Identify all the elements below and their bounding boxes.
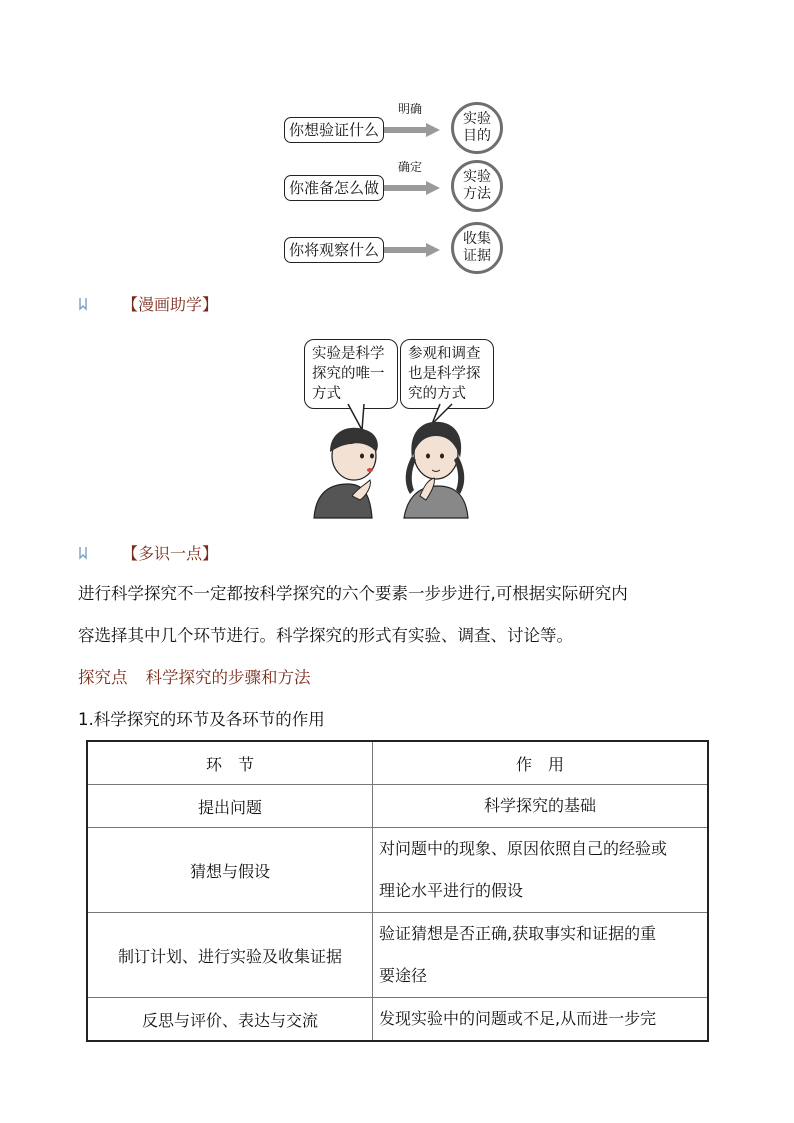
- boy-speech-bubble: [304, 339, 398, 409]
- bookmark-bullet-icon: [78, 546, 88, 560]
- flow-row: [284, 104, 514, 160]
- inquiry-label: 探究点: [78, 668, 128, 687]
- right-arrow-icon: [384, 181, 440, 195]
- flow-goal-line: 目的: [463, 128, 491, 144]
- table-cell-step: 制订计划、进行实验及收集证据: [87, 913, 373, 998]
- bubble-line: 究的方式: [408, 386, 466, 402]
- inquiry-topic: 科学探究的步骤和方法: [145, 668, 311, 687]
- boy-figure: [314, 428, 378, 518]
- table-row: [87, 913, 708, 998]
- flow-goal-line: 实验: [463, 169, 491, 185]
- flow-question-box: 你想验证什么: [284, 117, 384, 143]
- table-cell-role: [373, 828, 709, 913]
- table-cell-role: [373, 913, 709, 998]
- cartoon-section-heading: [78, 292, 218, 315]
- extra-paragraph: [78, 573, 718, 657]
- table-header-step: 环 节: [87, 741, 373, 785]
- table-row: [87, 998, 708, 1042]
- right-arrow-icon: [384, 243, 440, 257]
- boy-bubble-tail: [348, 404, 364, 430]
- girl-bubble-tail: [432, 404, 452, 424]
- flow-arrow-label: 确定: [398, 160, 423, 174]
- girl-speech-bubble: [400, 339, 494, 409]
- bubble-line: 方式: [312, 386, 341, 402]
- flow-goal-circle: [451, 160, 503, 212]
- flow-goal-line: 收集: [463, 231, 491, 247]
- table-cell-step: 反思与评价、表达与交流: [87, 998, 373, 1042]
- girl-figure: [404, 422, 468, 518]
- table-cell-role: [373, 998, 709, 1042]
- role-line: 要途径: [379, 966, 428, 985]
- role-line: 科学探究的基础: [483, 796, 596, 815]
- bubble-line: 实验是科学: [312, 346, 385, 362]
- flow-goal-circle: [451, 222, 503, 274]
- table-cell-step: 猜想与假设: [87, 828, 373, 913]
- cartoon-section-title: 【漫画助学】: [122, 295, 219, 314]
- flow-row: [284, 224, 514, 280]
- steps-table: [86, 740, 709, 1042]
- table-row: [87, 828, 708, 913]
- table-cell-step: 提出问题: [87, 785, 373, 828]
- extra-section-heading: [78, 541, 218, 564]
- flow-goal-line: 实验: [463, 111, 491, 127]
- bubble-line: 也是科学探: [408, 366, 481, 382]
- bubble-line: 探究的唯一: [312, 366, 385, 382]
- numbered-heading: 1.科学探究的环节及各环节的作用: [78, 710, 325, 729]
- flow-goal-circle: [451, 102, 503, 154]
- bookmark-bullet-icon: [78, 297, 88, 311]
- inquiry-heading: [78, 664, 311, 688]
- table-cell-role: [373, 785, 709, 828]
- flow-question-box: 你将观察什么: [284, 237, 384, 263]
- table-header-row: [87, 741, 708, 785]
- role-line: 发现实验中的问题或不足,从而进一步完: [379, 1009, 657, 1028]
- flow-goal-line: 方法: [463, 186, 491, 202]
- flow-row: [284, 162, 514, 218]
- flow-goal-line: 证据: [463, 248, 491, 264]
- role-line: 对问题中的现象、原因依照自己的经验或: [379, 839, 668, 858]
- extra-section-title: 【多识一点】: [122, 544, 219, 563]
- right-arrow-icon: [384, 123, 440, 137]
- table-row: [87, 785, 708, 828]
- role-line: 理论水平进行的假设: [379, 881, 524, 900]
- role-line: 验证猜想是否正确,获取事实和证据的重: [379, 924, 657, 943]
- bubble-line: 参观和调查: [408, 346, 481, 362]
- cartoon-illustration: [300, 400, 500, 522]
- table-header-role: 作 用: [373, 741, 709, 785]
- paragraph-line: 进行科学探究不一定都按科学探究的六个要素一步步进行,可根据实际研究内: [78, 584, 628, 603]
- flow-arrow-label: 明确: [398, 102, 423, 116]
- flow-question-box: 你准备怎么做: [284, 175, 384, 201]
- paragraph-line: 容选择其中几个环节进行。科学探究的形式有实验、调查、讨论等。: [78, 626, 573, 645]
